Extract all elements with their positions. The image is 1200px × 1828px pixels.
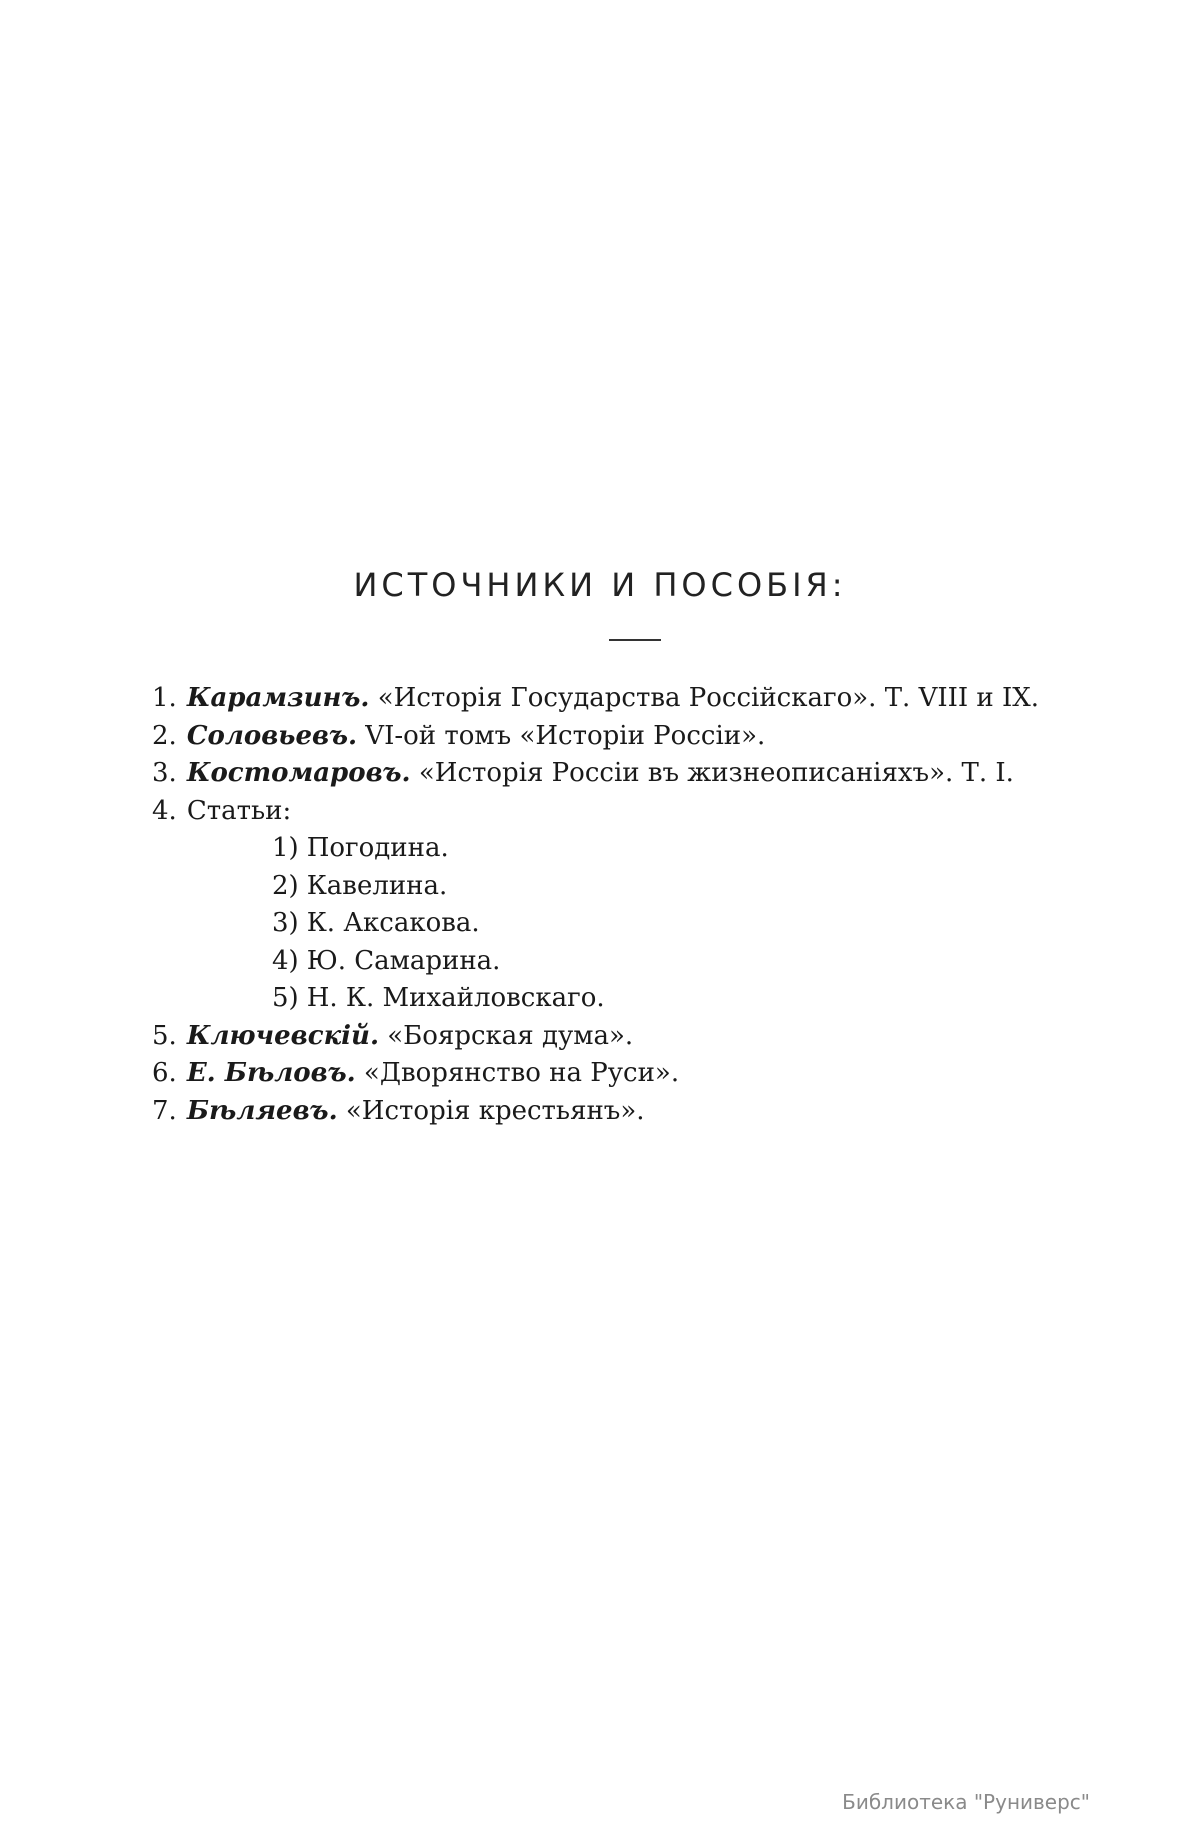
item-text: «Исторія Государства Россійскаго». Т. VIII и IX. <box>377 683 1040 713</box>
item-number: 5. <box>152 1020 177 1051</box>
item-text: «Дворянство на Руси». <box>363 1058 680 1088</box>
item-number: 1. <box>152 683 177 713</box>
sub-item-number: 2) <box>272 870 299 901</box>
sub-item-number: 5) <box>272 983 299 1013</box>
sub-list-item <box>152 980 1039 1018</box>
list-item <box>152 755 1039 793</box>
item-number: 4. <box>152 795 177 826</box>
list-item <box>152 1055 1039 1093</box>
list-item <box>152 1018 1039 1056</box>
sub-list-item <box>152 868 1039 906</box>
sub-item-text: Кавелина. <box>306 870 448 901</box>
item-text: VI-ой томъ «Исторіи Россіи». <box>365 720 766 751</box>
item-author: Соловьевъ. <box>186 720 358 751</box>
sub-item-text: Погодина. <box>306 833 449 863</box>
sub-item-text: Ю. Самарина. <box>306 945 501 976</box>
sub-item-text: К. Аксакова. <box>306 908 480 938</box>
sources-list <box>152 680 1039 1130</box>
sub-item-number: 4) <box>272 945 299 976</box>
item-author: Ключевскій. <box>186 1020 379 1051</box>
item-text: «Боярская дума». <box>387 1020 634 1051</box>
list-item <box>152 793 1039 831</box>
item-text: Статьи: <box>186 795 292 826</box>
item-text: «Исторія Россіи въ жизнеописаніяхъ». Т. I. <box>418 758 1014 788</box>
item-author: Карамзинъ. <box>186 683 370 713</box>
item-number: 3. <box>152 758 177 788</box>
item-text: «Исторія крестьянъ». <box>345 1095 645 1126</box>
list-item <box>152 718 1039 756</box>
list-item <box>152 680 1039 718</box>
sub-list-item <box>152 830 1039 868</box>
library-watermark: Библиотека "Руниверс" <box>842 1790 1090 1814</box>
page-title: ИСТОЧНИКИ И ПОСОБІЯ: <box>353 566 847 604</box>
item-number: 7. <box>152 1095 177 1126</box>
sub-list-item <box>152 905 1039 943</box>
item-author: Е. Бѣловъ. <box>186 1058 356 1088</box>
sub-list-item <box>152 943 1039 981</box>
sub-item-number: 3) <box>272 908 299 938</box>
sub-item-number: 1) <box>272 833 299 863</box>
item-author: Костомаровъ. <box>186 758 411 788</box>
item-author: Бѣляевъ. <box>186 1095 338 1126</box>
sub-item-text: Н. К. Михайловскаго. <box>306 983 605 1013</box>
title-divider <box>609 639 661 641</box>
item-number: 6. <box>152 1058 177 1088</box>
list-item <box>152 1093 1039 1131</box>
item-number: 2. <box>152 720 177 751</box>
